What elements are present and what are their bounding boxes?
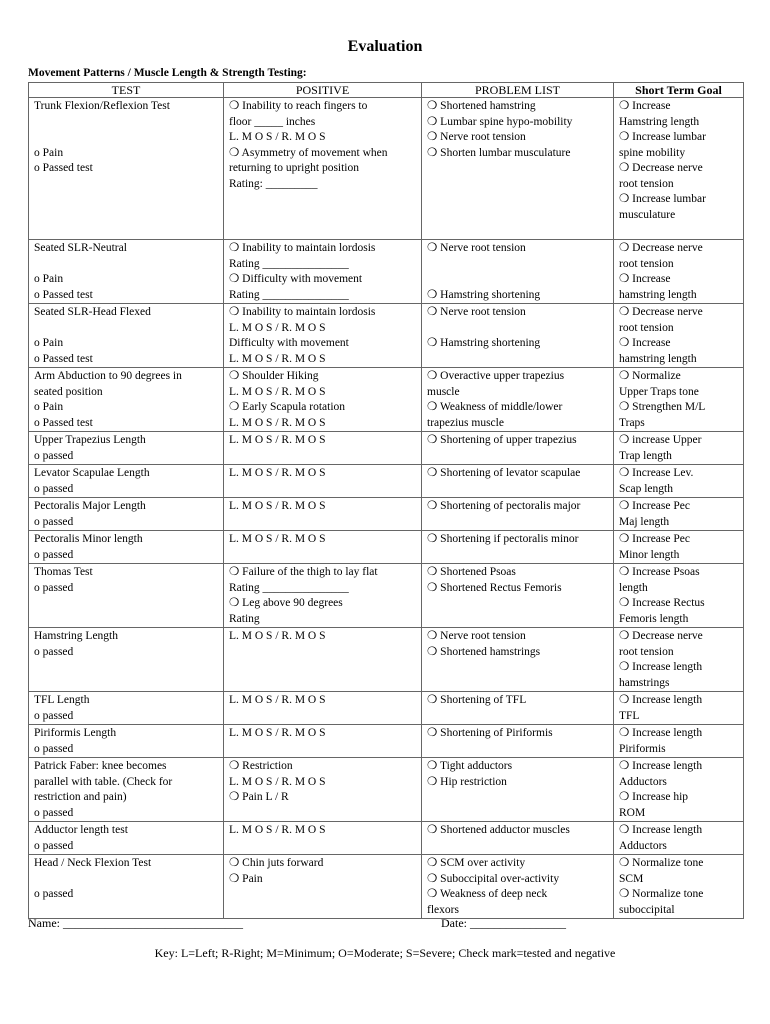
problem-cell: ❍ Shortening if pectoralis minor bbox=[422, 531, 614, 564]
test-cell: Head / Neck Flexion Test o passed bbox=[29, 855, 224, 919]
goal-cell: ❍ Increase length Adductors ❍ Increase hip ROM bbox=[614, 758, 744, 822]
header-test: TEST bbox=[29, 83, 224, 98]
problem-cell: ❍ Nerve root tension ❍ Shortened hamstrings bbox=[422, 628, 614, 692]
positive-cell: ❍ Restriction L. M O S / R. M O S ❍ Pain L / R bbox=[224, 758, 422, 822]
goal-cell: ❍ Decrease nerve root tension ❍ Increase hamstring length bbox=[614, 240, 744, 304]
key-legend: Key: L=Left; R-Right; M=Minimum; O=Moderate; S=Severe; Check mark=tested and negative bbox=[154, 946, 616, 960]
problem-cell: ❍ Shortening of pectoralis major bbox=[422, 498, 614, 531]
section-subtitle: Movement Patterns / Muscle Length & Strength Testing: bbox=[28, 67, 307, 79]
page-title: Evaluation bbox=[347, 38, 423, 55]
table-row bbox=[29, 240, 744, 304]
goal-cell: ❍ Increase Psoas length ❍ Increase Rectus Femoris length bbox=[614, 564, 744, 628]
test-cell: Pectoralis Major Length o passed bbox=[29, 498, 224, 531]
positive-cell: ❍ Chin juts forward ❍ Pain bbox=[224, 855, 422, 919]
problem-cell: ❍ Tight adductors ❍ Hip restriction bbox=[422, 758, 614, 822]
table-row bbox=[29, 692, 744, 725]
problem-cell: ❍ Shortening of TFL bbox=[422, 692, 614, 725]
test-cell: Pectoralis Minor length o passed bbox=[29, 531, 224, 564]
header-positive: POSITIVE bbox=[224, 83, 422, 98]
goal-cell: ❍ Increase Pec Minor length bbox=[614, 531, 744, 564]
positive-cell: ❍ Failure of the thigh to lay flat Rating _______________ ❍ Leg above 90 degrees Rating bbox=[224, 564, 422, 628]
positive-cell: ❍ Shoulder Hiking L. M O S / R. M O S ❍ Early Scapula rotation L. M O S / R. M O S bbox=[224, 368, 422, 432]
test-cell: Seated SLR-Neutral o Pain o Passed test bbox=[29, 240, 224, 304]
problem-cell: ❍ Shortened hamstring ❍ Lumbar spine hypo-mobility ❍ Nerve root tension ❍ Shorten lumbar musculature bbox=[422, 98, 614, 240]
table-header-row bbox=[29, 83, 744, 98]
goal-cell: ❍ Increase Hamstring length ❍ Increase lumbar spine mobility ❍ Decrease nerve root tension ❍ Increase lumbar musculature bbox=[614, 98, 744, 240]
table-row bbox=[29, 628, 744, 692]
positive-cell: L. M O S / R. M O S bbox=[224, 692, 422, 725]
header-problem-list: PROBLEM LIST bbox=[422, 83, 614, 98]
problem-cell: ❍ Nerve root tension ❍ Hamstring shortening bbox=[422, 304, 614, 368]
positive-cell: L. M O S / R. M O S bbox=[224, 822, 422, 855]
goal-cell: ❍ Normalize tone SCM ❍ Normalize tone suboccipital bbox=[614, 855, 744, 919]
positive-cell: L. M O S / R. M O S bbox=[224, 498, 422, 531]
table-row bbox=[29, 98, 744, 240]
test-cell: Arm Abduction to 90 degrees in seated position o Pain o Passed test bbox=[29, 368, 224, 432]
table-row bbox=[29, 855, 744, 919]
problem-cell: ❍ Overactive upper trapezius muscle ❍ Weakness of middle/lower trapezius muscle bbox=[422, 368, 614, 432]
goal-cell: ❍ Decrease nerve root tension ❍ Increase length hamstrings bbox=[614, 628, 744, 692]
positive-cell: ❍ Inability to maintain lordosis L. M O S / R. M O S Difficulty with movement L. M O S / R. M O S bbox=[224, 304, 422, 368]
positive-cell: ❍ Inability to reach fingers to floor _____ inches L. M O S / R. M O S ❍ Asymmetry of movement when returning to upright position Rating: _________ bbox=[224, 98, 422, 240]
goal-cell: ❍ Increase length TFL bbox=[614, 692, 744, 725]
table-row bbox=[29, 368, 744, 432]
evaluation-table bbox=[28, 82, 744, 919]
goal-cell: ❍ Normalize Upper Traps tone ❍ Strengthen M/L Traps bbox=[614, 368, 744, 432]
table-row bbox=[29, 432, 744, 465]
problem-cell: ❍ Shortened adductor muscles bbox=[422, 822, 614, 855]
test-cell: Trunk Flexion/Reflexion Test o Pain o Passed test bbox=[29, 98, 224, 240]
test-cell: Thomas Test o passed bbox=[29, 564, 224, 628]
table-row bbox=[29, 304, 744, 368]
problem-cell: ❍ Nerve root tension ❍ Hamstring shortening bbox=[422, 240, 614, 304]
test-cell: Adductor length test o passed bbox=[29, 822, 224, 855]
table-row bbox=[29, 758, 744, 822]
problem-cell: ❍ Shortening of upper trapezius bbox=[422, 432, 614, 465]
goal-cell: ❍ increase Upper Trap length bbox=[614, 432, 744, 465]
goal-cell: ❍ Increase Lev. Scap length bbox=[614, 465, 744, 498]
test-cell: Piriformis Length o passed bbox=[29, 725, 224, 758]
test-cell: Hamstring Length o passed bbox=[29, 628, 224, 692]
table-row bbox=[29, 564, 744, 628]
table-row bbox=[29, 725, 744, 758]
positive-cell: L. M O S / R. M O S bbox=[224, 531, 422, 564]
goal-cell: ❍ Decrease nerve root tension ❍ Increase hamstring length bbox=[614, 304, 744, 368]
positive-cell: L. M O S / R. M O S bbox=[224, 432, 422, 465]
problem-cell: ❍ Shortening of Piriformis bbox=[422, 725, 614, 758]
test-cell: Patrick Faber: knee becomes parallel with table. (Check for restriction and pain) o passed bbox=[29, 758, 224, 822]
goal-cell: ❍ Increase length Piriformis bbox=[614, 725, 744, 758]
problem-cell: ❍ Shortening of levator scapulae bbox=[422, 465, 614, 498]
goal-cell: ❍ Increase Pec Maj length bbox=[614, 498, 744, 531]
table-row bbox=[29, 498, 744, 531]
test-cell: Levator Scapulae Length o passed bbox=[29, 465, 224, 498]
table-row bbox=[29, 465, 744, 498]
date-field[interactable]: Date: ________________ bbox=[441, 916, 566, 930]
positive-cell: L. M O S / R. M O S bbox=[224, 628, 422, 692]
table-row bbox=[29, 822, 744, 855]
test-cell: Upper Trapezius Length o passed bbox=[29, 432, 224, 465]
test-cell: TFL Length o passed bbox=[29, 692, 224, 725]
problem-cell: ❍ Shortened Psoas ❍ Shortened Rectus Femoris bbox=[422, 564, 614, 628]
positive-cell: L. M O S / R. M O S bbox=[224, 725, 422, 758]
header-short-term-goal: Short Term Goal bbox=[614, 83, 744, 98]
table-row bbox=[29, 531, 744, 564]
positive-cell: ❍ Inability to maintain lordosis Rating _______________ ❍ Difficulty with movement Rating _______________ bbox=[224, 240, 422, 304]
positive-cell: L. M O S / R. M O S bbox=[224, 465, 422, 498]
test-cell: Seated SLR-Head Flexed o Pain o Passed test bbox=[29, 304, 224, 368]
problem-cell: ❍ SCM over activity ❍ Suboccipital over-activity ❍ Weakness of deep neck flexors bbox=[422, 855, 614, 919]
goal-cell: ❍ Increase length Adductors bbox=[614, 822, 744, 855]
name-field[interactable]: Name: ______________________________ bbox=[28, 916, 243, 930]
